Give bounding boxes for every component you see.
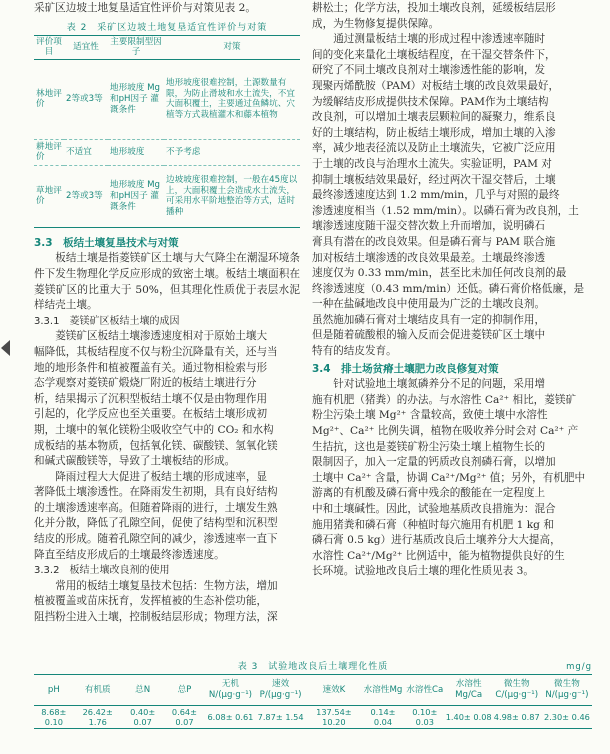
text-line: 特有的结皮发育。 (312, 345, 397, 358)
table3-header-cell: 水溶性Mg (362, 675, 404, 706)
right-column (312, 0, 592, 580)
text-line: 引起的，化学反应也至关重要。在板结土壤形成初 (34, 408, 268, 421)
text-line: 生拮抗，这也是菱镁矿粉尘污染土壤上植物生长的 (312, 440, 546, 453)
text-line: 耕松土；化学方法，投加土壤改良剂，延缓板结层形 (312, 2, 556, 14)
text-line: 幅降低，其板结程度不仅与粉尘沉降量有关，还与当 (34, 345, 278, 358)
table3-header-row (34, 675, 592, 706)
text-line: 地的地形条件和植被覆盖有关。通过物相检索与形 (34, 361, 268, 374)
text-line: 通过测量板结土壤的形成过程中渗透速率随时 (333, 33, 546, 46)
table3-header-cell: 水溶性Ca (404, 675, 446, 706)
text-line: 降直至结皮形成后的土壤最终渗透速度。 (34, 548, 225, 561)
table3-unit: mg/g (566, 662, 592, 672)
table2-cell: 不适宜 (64, 139, 108, 165)
table2-header-row (34, 35, 300, 59)
table2-cell: 地形坡度 Mg和pH因子 灌溉条件 (108, 165, 164, 227)
text-line: 植被覆盖或苗床抚育，发挥植被的生态补偿功能， (34, 595, 268, 608)
text-line: 中和土壤碱性。因此，试验地基质改良措施为：混合 (312, 503, 556, 515)
text-line: 渗透速度相当（1.52 mm/min）。以磷石膏为改良剂，土 (312, 204, 579, 217)
section-3-3-1-heading: 3.3.1 菱镁矿区板结土壤的成因 (34, 315, 180, 327)
table2-header-cell: 主要限制型因子 (108, 35, 164, 59)
table2-cell: 2等或3等 (64, 165, 108, 227)
table3-value-cell: 137.54± 10.20 (306, 706, 362, 729)
text-line: 著降低土壤渗透性。在降雨发生初期，具有良好结构 (34, 486, 278, 499)
left-column (34, 0, 300, 626)
text-line: 壤渗透速度随干湿交替次数上升而增加，说明磷石 (312, 220, 546, 233)
table3-header-cell: 速效P/(μg·g⁻¹) (256, 675, 306, 706)
table3-header-cell: pH (34, 675, 74, 706)
text-line: 施用猪粪和磷石膏（种植时每穴施用有机肥 1 kg 和 (312, 518, 554, 531)
table3-header-cell: 总P (164, 675, 206, 706)
section-3-3-heading: 3.3 板结土壤复垦技术与对策 (34, 236, 179, 249)
table3-value-cell: 26.42± 1.76 (74, 706, 122, 729)
table3-value-cell: 0.10± 0.03 (404, 706, 446, 729)
text-line: 间的变化来量化土壤板结程度，在干湿交替条件下， (312, 48, 556, 61)
text-line: 好的土壤结构，防止板结土壤形成，增加土壤的入渗 (312, 126, 556, 139)
text-line: 针对试验地土壤氮磷养分不足的问题，采用增 (333, 378, 546, 391)
text-line: 膏具有潜在的改良效果。但是磷石膏与 PAM 联合施 (312, 235, 556, 248)
table3 (34, 660, 592, 729)
section-3-4-heading: 3.4 排土场贫瘠土壤肥力改良修复对策 (312, 362, 499, 375)
right-top-text (312, 1, 592, 32)
table2-row (34, 59, 300, 139)
text-line: 限制因子，加入一定量的钙质改良剂磷石膏，以增加 (312, 456, 556, 469)
table2-cell: 2等或3等 (64, 59, 108, 139)
table2-cell: 地形坡度 (108, 139, 164, 165)
table2-header-cell: 对策 (164, 35, 300, 59)
text-line: 阻挡粉尘进入土壤，控制板结层形成；物理方法，深 (34, 611, 278, 624)
table2-row (34, 165, 300, 227)
text-line: 的土壤渗透速率高。但随着降雨的进行，土壤发生熟 (34, 501, 278, 514)
table2-cell: 耕地评价 (34, 139, 64, 165)
intro-text: 采矿区边坡土地复垦适宜性评价与对策见表 2。 (34, 2, 256, 14)
table2 (34, 35, 300, 228)
text-line: 化并分散，降低了孔隙空间，促使了结构型和沉积型 (34, 517, 278, 530)
table2-row (34, 139, 300, 165)
text-line: 常用的板结土壤复垦技术包括：生物方法，增加 (55, 579, 278, 592)
text-line: 虽然施加磷石膏对土壤结皮具有一定的抑制作用， (312, 313, 546, 326)
text-line: 游离的有机酸及磷石膏中残余的酸能在一定程度上 (312, 487, 546, 500)
text-line: 改良剂，可以增加土壤表层颗粒间的凝聚力，维系良 (312, 111, 556, 124)
table3-caption (34, 660, 592, 674)
table2-header-cell: 评价项目 (34, 35, 64, 59)
pam-paragraph (312, 32, 592, 359)
table3-header-cell: 微生物N/(μg·g⁻¹) (542, 675, 592, 706)
text-line: 但是随着硫酸根的输入反而会促进菱镁矿区土壤中 (312, 329, 546, 342)
table2-title: 表 2 采矿区边坡土地复垦适宜性评价与对策 (66, 22, 268, 33)
text-line: 一种在盐碱地改良中使用最为广泛的土壤改良剂。 (312, 298, 546, 311)
table3-value-cell: 0.64± 0.07 (164, 706, 206, 729)
prev-page-arrow-icon[interactable] (1, 340, 10, 356)
table2-cell: 地形坡度很难控制，土源数量有限，为防止滑坡和水土流失，不宜大面积覆土，主要通过鱼鳞坑、穴植等方式栽植灌木和藤本植物 (164, 59, 300, 139)
text-line: Mg²⁺、Ca²⁺ 比例失调，植物在吸收养分时会对 Ca²⁺ 产 (312, 425, 579, 438)
text-line: 土壤中 Ca²⁺ 含量，协调 Ca²⁺/Mg²⁺ 值；另外，有机肥中 (312, 471, 586, 484)
text-line: 菱镁矿区板结土壤渗透速度相对于原始土壤大 (55, 330, 268, 343)
table3-value-cell: 7.87± 1.54 (256, 706, 306, 729)
text-line: 析，结果揭示了沉积型板结土壤不仅是由物理作用 (34, 392, 268, 405)
text-line: 研究了不同土壤改良剂对土壤渗透性能的影响，发 (312, 64, 546, 77)
table3-value-cell: 2.30± 0.46 (542, 706, 592, 729)
table3-header-cell: 无机N/(μg·g⁻¹) (205, 675, 255, 706)
table3-value-cell: 4.98± 0.87 (492, 706, 542, 729)
table3-title: 表 3 试验地改良后土壤理化性质 (237, 662, 389, 672)
table2-cell: 林地评价 (34, 59, 64, 139)
text-line: 期，土壤中的氧化镁粉尘吸收空气中的 CO₂ 和水构 (34, 423, 274, 436)
table3-value-cell: 0.14± 0.04 (362, 706, 404, 729)
table2-cell: 地形坡度 Mg和pH因子 灌溉条件 (108, 59, 164, 139)
table2-header-cell: 适宜性 (64, 35, 108, 59)
text-line: 抑制土壤板结效果最好，经过两次干湿交替后，土壤 (312, 173, 556, 186)
text-line: 粉尘污染土壤 Mg²⁺ 含量较高，致使土壤中水溶性 (312, 409, 548, 422)
section-3-3-2-heading: 3.3.2 板结土壤改良剂的使用 (34, 565, 170, 577)
table3-value-cell: 6.08± 0.61 (205, 706, 255, 729)
table3-header-cell: 速效K (306, 675, 362, 706)
table3-header-cell: 微生物C/(μg·g⁻¹) (492, 675, 542, 706)
section-3-3-1-body (34, 329, 300, 563)
table2-cell: 边坡坡度很难控制，一般在45度以上，大面积覆土会造成水土流失，可采用水平阶地整治等方式，适时播种 (164, 165, 300, 227)
table3-value-row (34, 706, 592, 729)
table2-cell: 不予考虑 (164, 139, 300, 165)
table3-header-cell: 总N (122, 675, 164, 706)
text-line: 磷石膏 0.5 kg）进行基质改良后土壤养分大大提高， (312, 534, 561, 547)
text-line: 结皮的形成。随着孔隙空间的减少，渗透速率一直下 (34, 533, 278, 546)
text-line: 加对板结土壤渗透的改良效果最差。土壤最终渗透 (312, 251, 546, 264)
table3-grid (34, 674, 592, 729)
text-line: 速度仅为 0.33 mm/min，甚至比未加任何改良剂的最 (312, 267, 567, 280)
text-line: 终渗透速度（0.43 mm/min）还低。磷石膏价格低廉，是 (312, 282, 585, 295)
table3-value-cell: 8.68± 0.10 (34, 706, 74, 729)
text-line: 降雨过程大大促进了板结土壤的形成速率，显 (55, 470, 268, 483)
text-line: 最终渗透速度达到 1.2 mm/min，几乎与对照的最终 (312, 189, 560, 202)
table3-header-cell: 有机质 (74, 675, 122, 706)
text-line: 施有机肥（猪粪）的办法。与水溶性 Ca²⁺ 相比，菱镁矿 (312, 393, 577, 406)
text-line: 于土壤的改良与治理水土流失。实验证明，PAM 对 (312, 157, 552, 170)
section-3-3-paragraph: 板结土壤是指菱镁矿区土壤与大气降尘在潮湿环境条件下发生物理化学反应形成的致密土壤。板结土壤面积在菱镁矿区的比重大于 50%，但其理化性质优于表层水泥样结壳土壤。 (34, 252, 300, 312)
section-3-4-body (312, 377, 592, 580)
text-line: 率，减少地表径流以及防止土壤流失，它被广泛应用 (312, 142, 556, 155)
section-3-3-2-body (34, 579, 300, 626)
text-line: 现聚丙烯酰胺（PAM）对板结土壤的改良效果最好， (312, 79, 560, 92)
text-line: 成板结的基本物质，包括氧化镁、碳酸镁、氢氧化镁 (34, 439, 278, 452)
text-line: 水溶性 Ca²⁺/Mg²⁺ 比例适中，能为植物提供良好的生 (312, 549, 565, 562)
text-line: 态学观察对菱镁矿煅烧厂附近的板结土壤进行分 (34, 377, 257, 390)
table3-header-cell: 水溶性Mg/Ca (446, 675, 492, 706)
text-line: 和碱式碳酸镁等，导致了土壤板结的形成。 (34, 455, 236, 468)
table3-value-cell: 0.40± 0.07 (122, 706, 164, 729)
table2-cell: 草地评价 (34, 165, 64, 227)
text-line: 成，为生物修复提供保障。 (312, 17, 440, 30)
text-line: 为缓解结皮形成提供技术保障。PAM作为土壤结构 (312, 95, 549, 108)
text-line: 长环境。试验地改良后土壤的理化性质见表 3。 (312, 565, 534, 578)
table3-value-cell: 1.40± 0.08 (446, 706, 492, 729)
